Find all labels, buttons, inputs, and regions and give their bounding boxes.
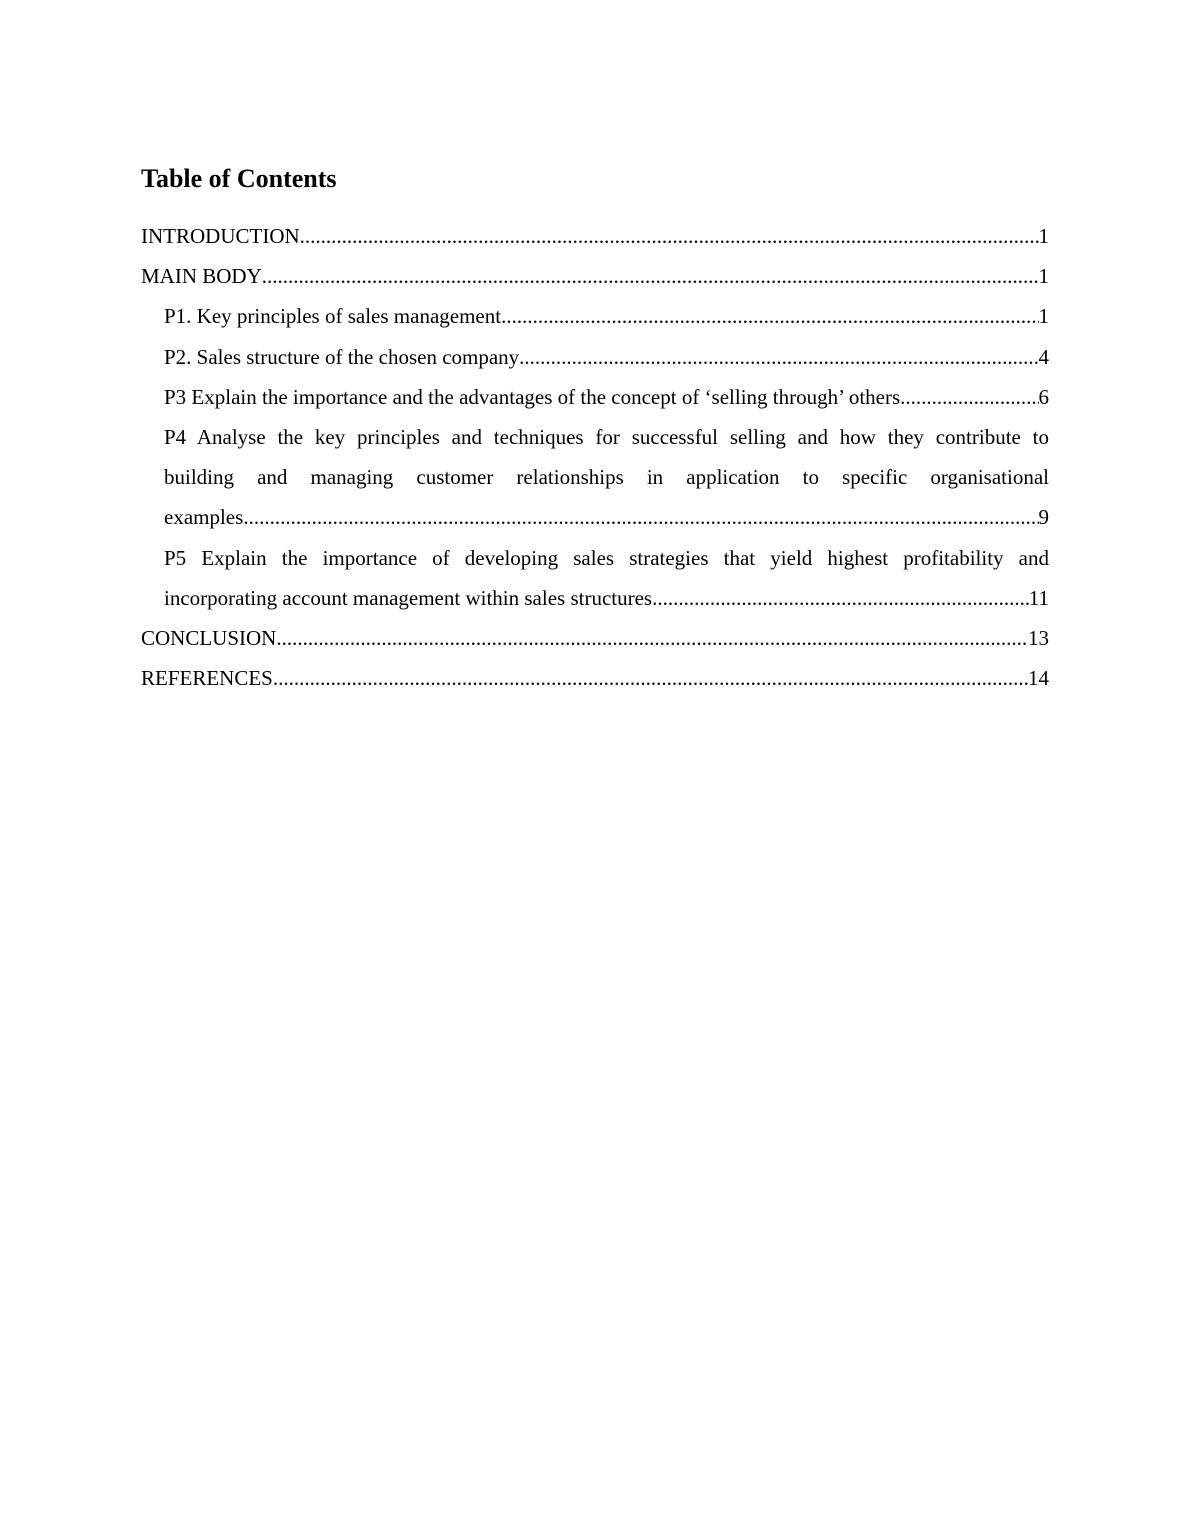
- toc-entry-label: CONCLUSION: [141, 626, 277, 651]
- toc-heading: Table of Contents: [141, 164, 337, 193]
- toc-entry-label: P3 Explain the importance and the advantages of the concept of ‘selling through’ others: [164, 384, 901, 409]
- toc-entry-p3[interactable]: [141, 377, 1049, 417]
- toc-page-number: 14: [1028, 666, 1049, 691]
- toc-entry-label-line: examples: [164, 505, 244, 530]
- toc-leader-dots: [276, 618, 1028, 658]
- toc-leader-dots: [501, 296, 1038, 336]
- toc-leader-dots: [273, 658, 1028, 698]
- toc-page-number: 6: [1038, 384, 1049, 409]
- toc-leader-dots: [652, 578, 1029, 618]
- toc-page-number: 1: [1038, 264, 1049, 289]
- toc-page-number: 13: [1028, 626, 1049, 651]
- toc-entry-label-line: building and managing customer relationships in application to specific organisational: [164, 465, 1049, 490]
- toc-entry-last-line: [164, 497, 1049, 537]
- toc-entry-references[interactable]: [141, 658, 1049, 698]
- toc-entry-p1[interactable]: [141, 296, 1049, 336]
- toc-entry-p4[interactable]: [141, 417, 1049, 538]
- toc-entry-p5[interactable]: [141, 538, 1049, 618]
- toc-entry-label: P2. Sales structure of the chosen company: [164, 344, 520, 369]
- toc-page-number: 11: [1028, 585, 1049, 610]
- toc-entry-last-line: [164, 578, 1049, 618]
- toc-entry-main-body[interactable]: [141, 256, 1049, 296]
- toc-leader-dots: [519, 337, 1038, 377]
- toc-entry-label: P1. Key principles of sales management: [164, 304, 502, 329]
- toc-entry-conclusion[interactable]: [141, 618, 1049, 658]
- toc-entry-label-line: P5 Explain the importance of developing sales strategies that yield highest profitability and: [164, 545, 1049, 570]
- toc-entry-introduction[interactable]: [141, 216, 1049, 256]
- toc-leader-dots: [262, 256, 1039, 296]
- toc-leader-dots: [243, 497, 1038, 537]
- toc-entry-label-line: incorporating account management within sales structures: [164, 585, 653, 610]
- toc-entry-label: MAIN BODY: [141, 264, 262, 289]
- toc-leader-dots: [900, 377, 1038, 417]
- toc-page-number: 4: [1038, 344, 1049, 369]
- table-of-contents: [141, 216, 1049, 698]
- toc-page-number: 9: [1038, 505, 1049, 530]
- toc-entry-p2[interactable]: [141, 337, 1049, 377]
- toc-page-number: 1: [1038, 304, 1049, 329]
- toc-entry-label: INTRODUCTION: [141, 224, 300, 248]
- toc-entry-label-line: P4 Analyse the key principles and techniques for successful selling and how they contribute to: [164, 425, 1049, 450]
- toc-page-number: 1: [1038, 224, 1049, 248]
- toc-leader-dots: [300, 216, 1039, 256]
- toc-entry-label: REFERENCES: [141, 666, 273, 691]
